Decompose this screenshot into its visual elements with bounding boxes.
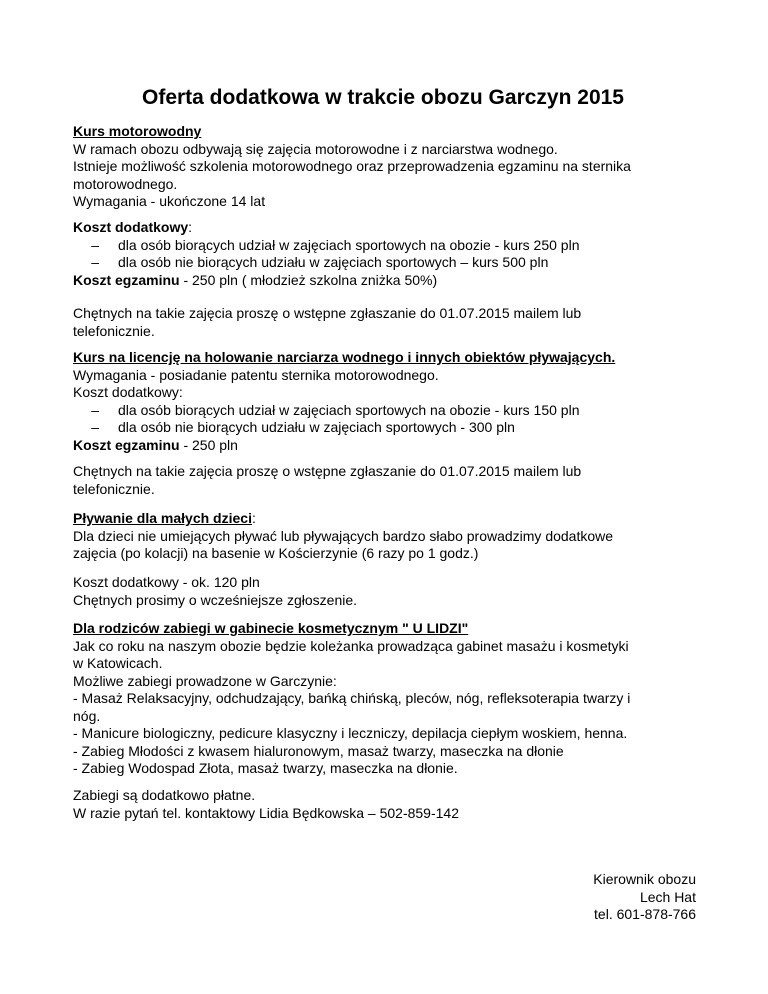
- section-motorboat-course: [73, 123, 713, 211]
- text-line: W ramach obozu odbywają się zajęcia motorowodne i z narciarstwa wodnego.: [73, 140, 558, 157]
- signature-phone: tel. 601-878-766: [594, 906, 696, 922]
- text-line: Chętnych prosimy o wcześniejsze zgłoszenie.: [73, 591, 358, 608]
- signature-block: [593, 871, 696, 924]
- text-line: Koszt dodatkowy:: [73, 384, 183, 400]
- cost-label: Koszt dodatkowy: [73, 219, 189, 235]
- dash-bullet: –: [91, 254, 99, 270]
- dash-bullet: –: [91, 419, 99, 435]
- exam-value: - 250 pln ( młodzież szkolna zniżka 50%): [179, 271, 438, 288]
- text-line: Wymagania - ukończone 14 lat: [73, 193, 266, 209]
- exam-label: Koszt egzaminu: [73, 271, 180, 288]
- list-item: [73, 402, 713, 420]
- text-line: Możliwe zabiegi prowadzone w Garczynie:: [73, 672, 337, 689]
- section-heading: Kurs motorowodny: [73, 123, 202, 139]
- text-line: Zabiegi są dodatkowo płatne.: [73, 787, 256, 803]
- section-heading: Kurs na licencję na holowanie narciarza wodnego i innych obiektów pływających.: [73, 349, 616, 365]
- text-line: Jak co roku na naszym obozie będzie koleżanka prowadząca gabinet masażu i kosmetyki: [73, 637, 629, 654]
- section-towing-license: [73, 349, 713, 454]
- text-line: W razie pytań tel. kontaktowy Lidia Będkowska – 502-859-142: [73, 804, 459, 821]
- heading-colon: :: [251, 510, 256, 526]
- cost-heading: [73, 219, 713, 237]
- section-motorboat-signup: [73, 305, 713, 340]
- dash-bullet: –: [91, 401, 99, 418]
- exam-value: - 250 pln: [179, 436, 238, 453]
- exam-label: Koszt egzaminu: [73, 436, 180, 453]
- text-line: Dla dzieci nie umiejących pływać lub pływających bardzo słabo prowadzimy dodatkowe: [73, 527, 614, 544]
- section-cosmetic-footer: [73, 787, 713, 822]
- text-line: - Manicure biologiczny, pedicure klasyczny i leczniczy, depilacja ciepłym woskiem, henna.: [73, 725, 628, 741]
- text-line: Chętnych na takie zajęcia proszę o wstępne zgłaszanie do 01.07.2015 mailem lub: [73, 305, 582, 321]
- list-item-text: dla osób biorących udział w zajęciach sportowych na obozie - kurs 150 pln: [118, 401, 580, 418]
- text-line: Istnieje możliwość szkolenia motorowodnego oraz przeprowadzenia egzaminu na sternika: [73, 158, 631, 174]
- signature-role: Kierownik obozu: [593, 871, 696, 887]
- exam-cost-line: [73, 437, 713, 455]
- section-towing-signup: [73, 463, 713, 498]
- section-heading: Pływanie dla małych dzieci: [73, 510, 252, 526]
- list-item-text: dla osób nie biorących udziału w zajęciach sportowych – kurs 500 pln: [118, 254, 549, 270]
- list-item: [73, 254, 713, 272]
- list-item: [73, 419, 713, 437]
- text-line: Koszt dodatkowy - ok. 120 pln: [73, 574, 260, 590]
- section-heading-line: [73, 510, 713, 528]
- text-line: - Zabieg Wodospad Złota, masaż twarzy, maseczka na dłonie.: [73, 760, 458, 776]
- text-line: zajęcia (po kolacji) na basenie w Kościerzynie (6 razy po 1 godz.): [73, 545, 479, 561]
- text-line: telefonicznie.: [73, 322, 155, 339]
- signature-name: Lech Hat: [639, 888, 696, 905]
- list-item-text: dla osób biorących udział w zajęciach sportowych na obozie - kurs 250 pln: [118, 236, 580, 253]
- section-motorboat-costs: [73, 219, 713, 289]
- section-cosmetic-treatments: [73, 620, 713, 778]
- text-line: motorowodnego.: [73, 175, 178, 192]
- text-line: Chętnych na takie zajęcia proszę o wstępne zgłaszanie do 01.07.2015 mailem lub: [73, 463, 582, 479]
- dash-bullet: –: [91, 236, 99, 253]
- text-line: Wymagania - posiadanie patentu sternika motorowodnego.: [73, 366, 439, 383]
- list-item-text: dla osób nie biorących udziału w zajęciach sportowych - 300 pln: [118, 419, 515, 435]
- text-line: - Masaż Relaksacyjny, odchudzający, bańką chińską, pleców, nóg, refleksoterapia twarzy i: [73, 690, 631, 706]
- page-title: Oferta dodatkowa w trakcie obozu Garczyn 2015: [142, 86, 624, 109]
- cost-colon: :: [188, 219, 193, 235]
- text-line: nóg.: [73, 707, 101, 724]
- section-heading: Dla rodziców zabiegi w gabinecie kosmetycznym " U LIDZI": [73, 620, 469, 636]
- section-kids-swimming-cost: [73, 574, 713, 609]
- text-line: w Katowicach.: [73, 655, 163, 671]
- list-item: [73, 237, 713, 255]
- exam-cost-line: [73, 272, 713, 290]
- section-kids-swimming: [73, 510, 713, 563]
- text-line: telefonicznie.: [73, 480, 155, 497]
- text-line: - Zabieg Młodości z kwasem hialuronowym, masaż twarzy, maseczka na dłonie: [73, 742, 564, 759]
